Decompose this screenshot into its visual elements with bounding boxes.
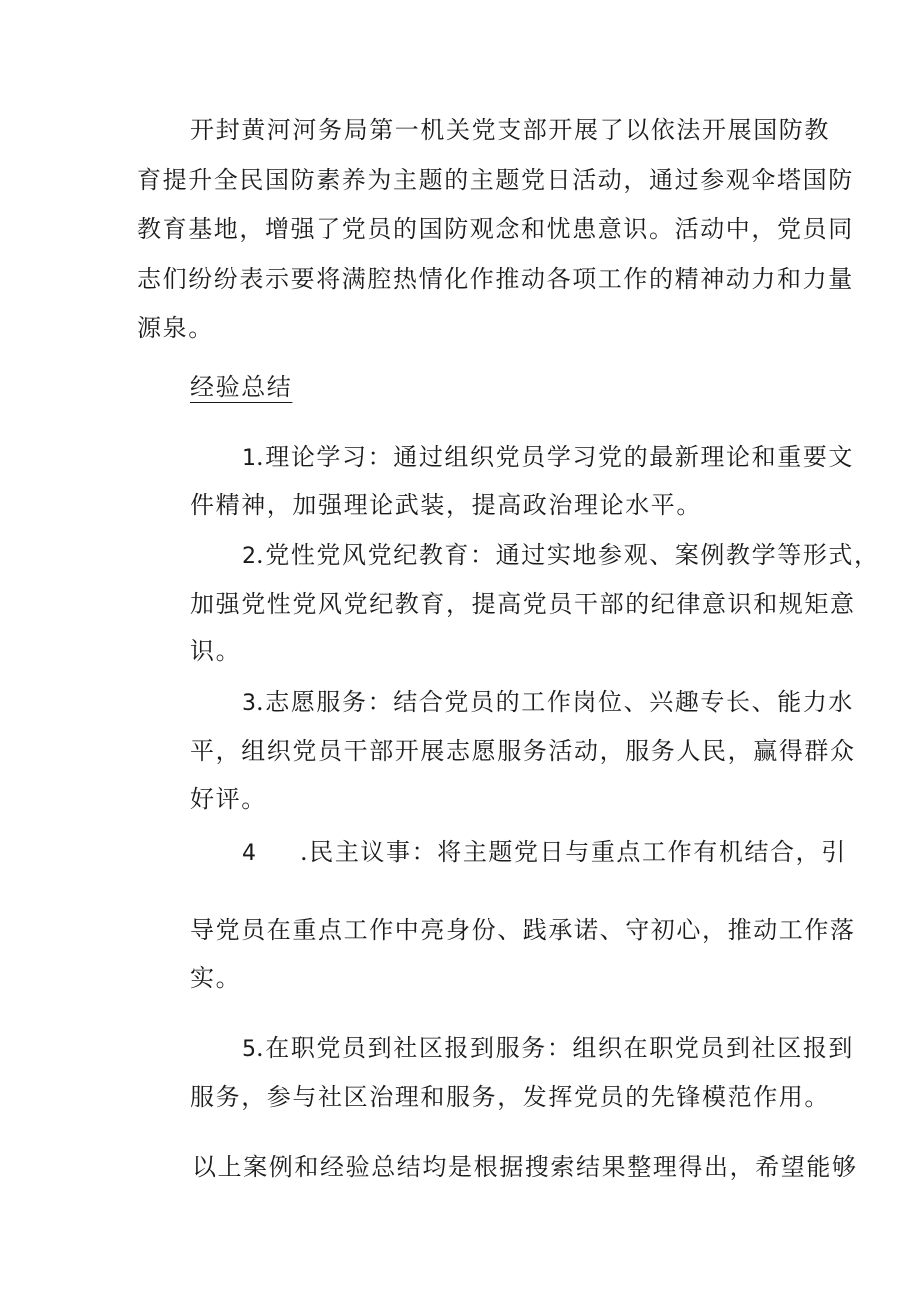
closing-line: 以上案例和经验总结均是根据搜索结果整理得出，希望能够 xyxy=(192,1153,858,1181)
item-5-first-line xyxy=(242,1031,854,1067)
item-2-line-2: 加强党性党风党纪教育，提高党员干部的纪律意识和规矩意 xyxy=(190,590,856,618)
item-2-first-line xyxy=(242,538,880,574)
item-4-line-3: 实。 xyxy=(190,964,242,992)
intro-line-5: 源泉。 xyxy=(137,314,214,342)
item-4-first-line xyxy=(242,835,847,871)
item-3-first-line xyxy=(242,685,854,721)
intro-line-1: 开封黄河河务局第一机关党支部开展了以依法开展国防教 xyxy=(190,116,830,144)
intro-line-4: 志们纷纷表示要将满腔热情化作推动各项工作的精神动力和力量 xyxy=(137,265,854,293)
item-5-text: .在职党员到社区报到服务：组织在职党员到社区报到 xyxy=(256,1034,855,1062)
item-1-first-line xyxy=(242,440,854,476)
item-3-text: .志愿服务：结合党员的工作岗位、兴趣专长、能力水 xyxy=(256,688,855,716)
item-2-text: .党性党风党纪教育：通过实地参观、案例教学等形式， xyxy=(256,541,880,569)
item-4-number: 4 xyxy=(242,841,256,866)
item-1-text: .理论学习：通过组织党员学习党的最新理论和重要文 xyxy=(256,443,855,471)
item-1-number: 1 xyxy=(242,446,256,471)
intro-line-3: 教育基地，增强了党员的国防观念和忧患意识。活动中，党员同 xyxy=(137,215,854,243)
item-3-line-3: 好评。 xyxy=(190,785,267,813)
intro-line-2: 育提升全民国防素养为主题的主题党日活动，通过参观伞塔国防 xyxy=(137,166,854,194)
item-4-line-2: 导党员在重点工作中亮身份、践承诺、守初心，推动工作落 xyxy=(190,916,856,944)
item-2-number: 2 xyxy=(242,544,256,569)
item-2-line-3: 识。 xyxy=(190,637,242,665)
item-3-line-2: 平，组织党员干部开展志愿服务活动，服务人民，赢得群众 xyxy=(190,737,856,765)
item-5-number: 5 xyxy=(242,1037,256,1062)
section-heading: 经验总结 xyxy=(190,373,293,401)
item-1-line-2: 件精神，加强理论武装，提高政治理论水平。 xyxy=(190,491,702,519)
item-5-line-2: 服务，参与社区治理和服务，发挥党员的先锋模范作用。 xyxy=(190,1083,830,1111)
item-4-text: .民主议事：将主题党日与重点工作有机结合，引 xyxy=(300,838,847,866)
item-3-number: 3 xyxy=(242,691,256,716)
